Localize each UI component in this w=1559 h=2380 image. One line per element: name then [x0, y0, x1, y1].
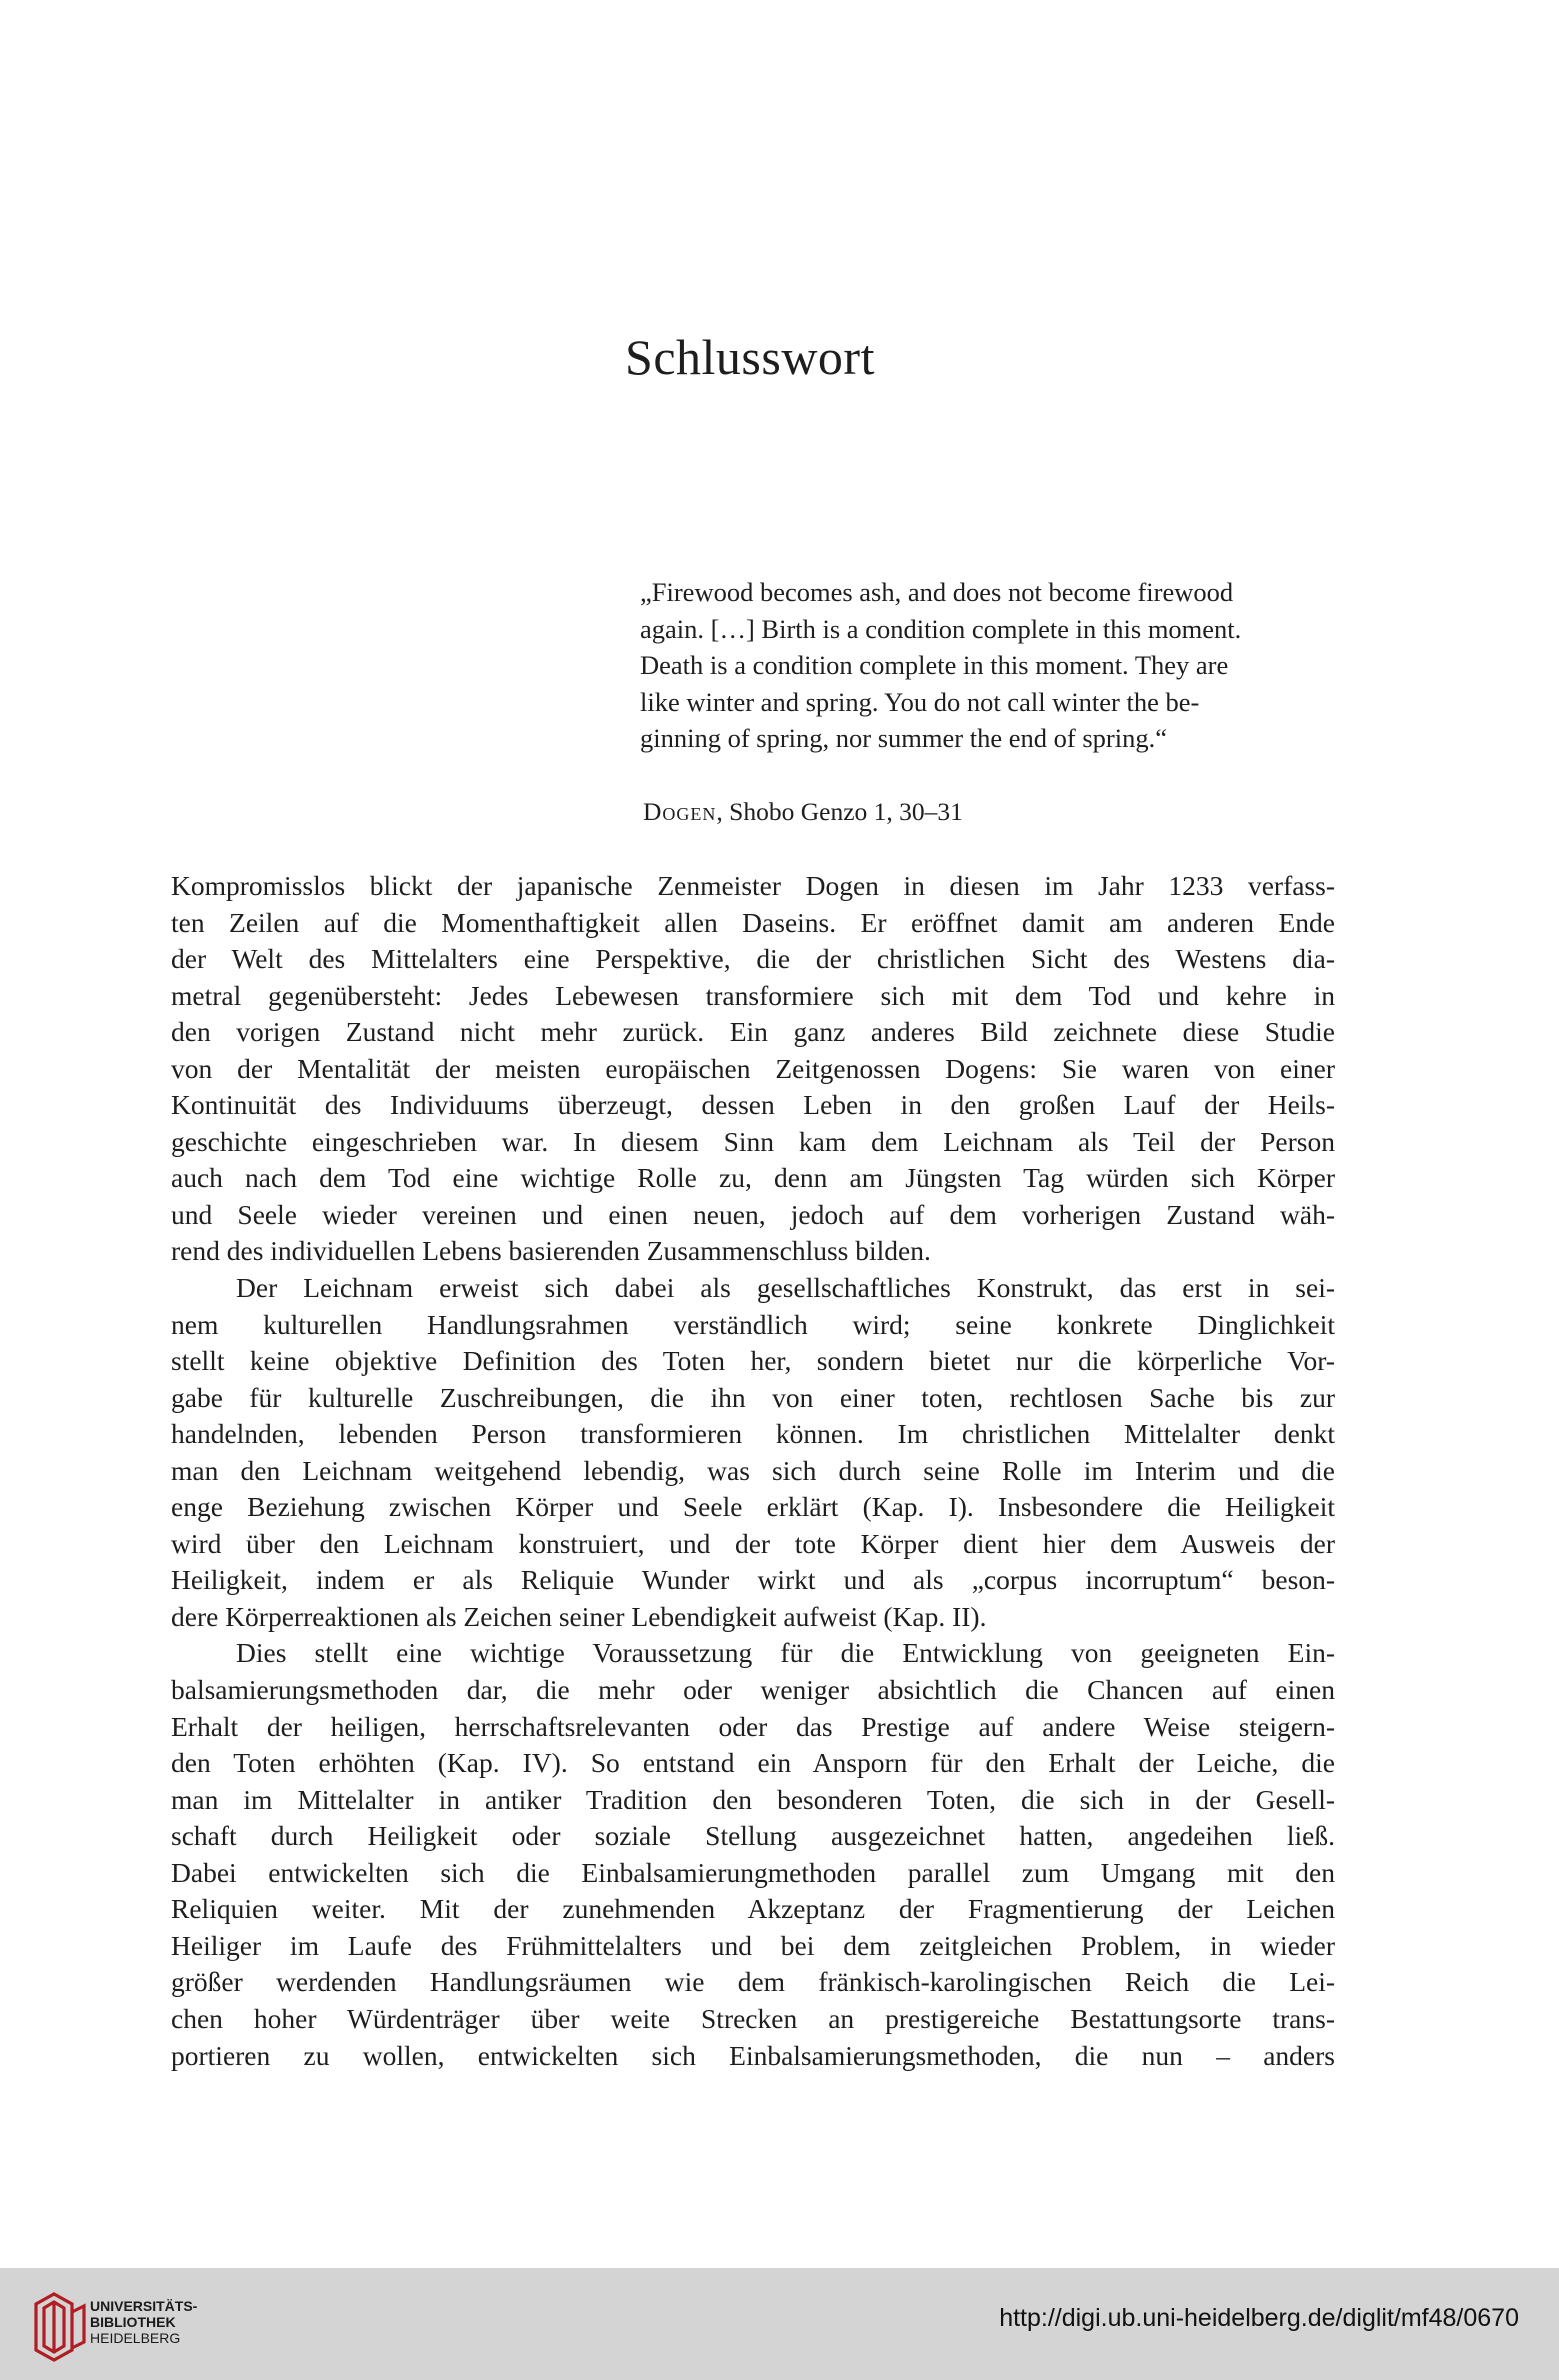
body-text [171, 868, 1335, 2074]
body-line: dere Körperreaktionen als Zeichen seiner Lebendigkeit aufweist (Kap. II). [171, 1600, 987, 1632]
body-line: Kontinuität des Individuums überzeugt, dessen Leben in den großen Lauf der Heils- [171, 1089, 1335, 1121]
body-line: Heiliger im Laufe des Frühmittelalters und bei dem zeitgleichen Problem, in wieder [171, 1929, 1335, 1961]
epigraph-quote [640, 574, 1336, 757]
body-line: enge Beziehung zwischen Körper und Seele erklärt (Kap. I). Insbesondere die Heiligkeit [171, 1491, 1335, 1523]
body-line: größer werdenden Handlungsräumen wie dem fränkisch-karolingischen Reich die Lei- [171, 1966, 1335, 1998]
body-line: Dies stellt eine wichtige Voraussetzung für die Entwicklung von geeigneten Ein- [236, 1637, 1335, 1669]
body-line: wird über den Leichnam konstruiert, und der tote Körper dient hier dem Ausweis der [171, 1527, 1335, 1559]
body-line: Der Leichnam erweist sich dabei als gesellschaftliches Konstrukt, das erst in sei- [236, 1272, 1335, 1304]
epigraph-line: ginning of spring, nor summer the end of spring.“ [640, 723, 1167, 753]
body-line: und Seele wieder vereinen und einen neuen, jedoch auf dem vorherigen Zustand wäh- [171, 1198, 1335, 1230]
body-line: Reliquien weiter. Mit der zunehmenden Akzeptanz der Fragmentierung der Leichen [171, 1893, 1335, 1925]
body-line: handelnden, lebenden Person transformieren können. Im christlichen Mittelalter denkt [171, 1418, 1335, 1450]
library-name [90, 2298, 197, 2346]
page-permalink[interactable]: http://digi.ub.uni-heidelberg.de/diglit/mf48/0670 [999, 2304, 1519, 2332]
chapter-title: Schlusswort [625, 329, 875, 385]
body-line: rend des individuellen Lebens basierenden Zusammenschluss bilden. [171, 1235, 931, 1267]
epigraph-work: , Shobo Genzo 1, 30–31 [716, 797, 963, 826]
epigraph-line: „Firewood becomes ash, and does not become firewood [640, 577, 1234, 607]
body-line: Heiligkeit, indem er als Reliquie Wunder wirkt und als „corpus incorruptum“ beson- [171, 1564, 1335, 1596]
body-line: nem kulturellen Handlungsrahmen verständlich wird; seine konkrete Dinglichkeit [171, 1308, 1335, 1340]
body-line: schaft durch Heiligkeit oder soziale Stellung ausgezeichnet hatten, angedeihen ließ. [171, 1820, 1335, 1852]
body-line: der Welt des Mittelalters eine Perspektive, die der christlichen Sicht des Westens dia- [171, 943, 1335, 975]
body-line: auch nach dem Tod eine wichtige Rolle zu, denn am Jüngsten Tag würden sich Körper [171, 1162, 1335, 1194]
body-line: Erhalt der heiligen, herrschaftsrelevanten oder das Prestige auf andere Weise steigern- [171, 1710, 1335, 1742]
viewer-footer [0, 2268, 1559, 2380]
body-line: geschichte eingeschrieben war. In diesem Sinn kam dem Leichnam als Teil der Person [171, 1125, 1335, 1157]
epigraph-author: Dogen [643, 797, 717, 826]
body-line: Dabei entwickelten sich die Einbalsamierungmethoden parallel zum Umgang mit den [171, 1856, 1335, 1888]
body-line: balsamierungsmethoden dar, die mehr oder weniger absichtlich die Chancen auf einen [171, 1674, 1335, 1706]
epigraph-line: again. […] Birth is a condition complete in this moment. [640, 613, 1242, 644]
body-line: gabe für kulturelle Zuschreibungen, die ihn von einer toten, rechtlosen Sache bis zur [171, 1381, 1335, 1413]
university-library-logo-icon[interactable] [32, 2290, 88, 2364]
body-line: ten Zeilen auf die Momenthaftigkeit allen Daseins. Er eröffnet damit am anderen Ende [171, 906, 1335, 938]
body-line: man den Leichnam weitgehend lebendig, was sich durch seine Rolle im Interim und die [171, 1454, 1335, 1486]
body-line: Kompromisslos blickt der japanische Zenmeister Dogen in diesen im Jahr 1233 verfass- [171, 870, 1335, 901]
body-line: portieren zu wollen, entwickelten sich Einbalsamierungsmethoden, die nun – anders [171, 2039, 1335, 2071]
epigraph-source [643, 797, 963, 827]
epigraph-line: like winter and spring. You do not call winter the be- [640, 686, 1200, 717]
epigraph-line: Death is a condition complete in this moment. They are [640, 650, 1229, 680]
body-line: metral gegenübersteht: Jedes Lebewesen transformiere sich mit dem Tod und kehre in [171, 979, 1335, 1011]
body-line: den Toten erhöhten (Kap. IV). So entstand ein Ansporn für den Erhalt der Leiche, die [171, 1747, 1335, 1779]
library-name-line: BIBLIOTHEK [90, 2314, 176, 2330]
library-name-line: UNIVERSITÄTS- [90, 2298, 198, 2314]
body-line: chen hoher Würdenträger über weite Strecken an prestigereiche Bestattungsorte trans- [171, 2002, 1335, 2034]
body-line: den vorigen Zustand nicht mehr zurück. Ein ganz anderes Bild zeichnete diese Studie [171, 1016, 1335, 1048]
body-line: man im Mittelalter in antiker Tradition den besonderen Toten, die sich in der Gesell- [171, 1783, 1335, 1815]
body-line: stellt keine objektive Definition des Toten her, sondern bietet nur die körperliche Vor- [171, 1345, 1335, 1377]
library-name-line: HEIDELBERG [90, 2330, 181, 2346]
body-line: von der Mentalität der meisten europäischen Zeitgenossen Dogens: Sie waren von einer [171, 1052, 1335, 1084]
